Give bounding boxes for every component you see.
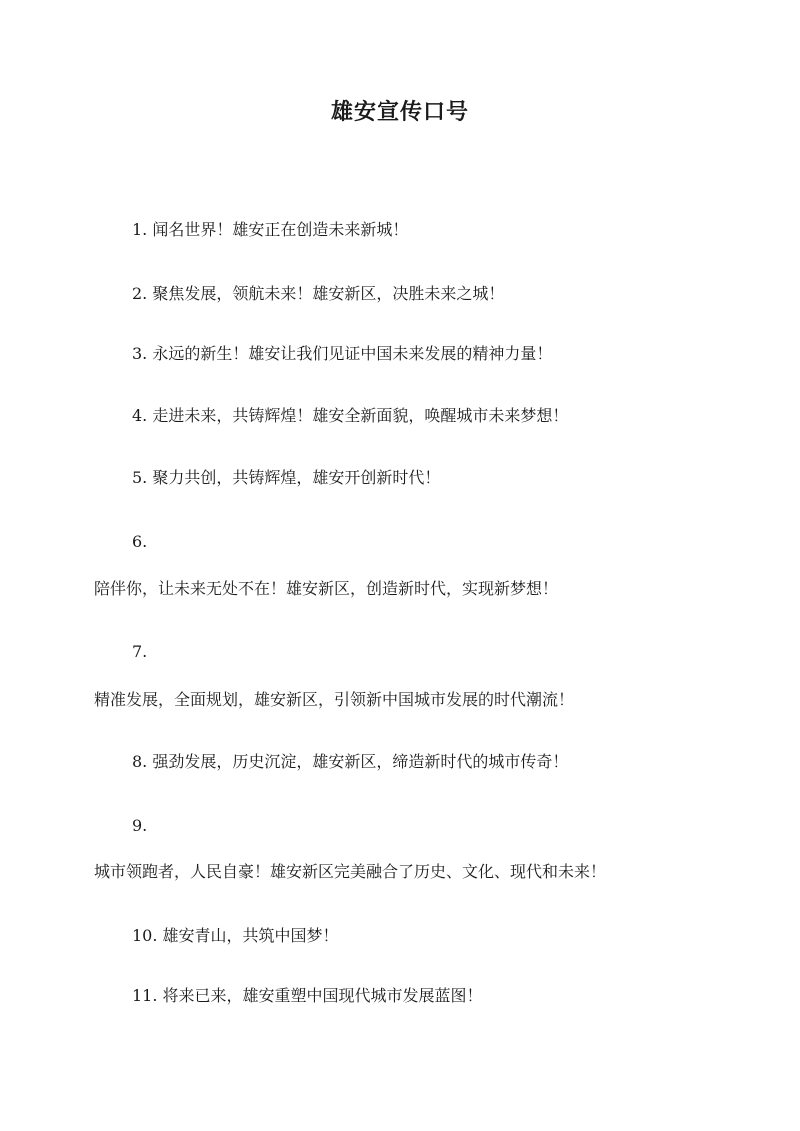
slogan-line-3: 3. 永远的新生！雄安让我们见证中国未来发展的精神力量！ — [132, 344, 553, 363]
slogan-line-4: 4. 走进未来，共铸辉煌！雄安全新面貌，唤醒城市未来梦想！ — [132, 406, 569, 425]
page-title: 雄安宣传口号 — [330, 99, 469, 125]
slogan-number-6: 6. — [132, 532, 148, 551]
slogan-line-6: 陪伴你，让未来无处不在！雄安新区，创造新时代，实现新梦想！ — [94, 579, 559, 598]
slogan-line-1: 1. 闻名世界！雄安正在创造未来新城！ — [132, 220, 409, 239]
slogan-line-7: 精准发展，全面规划，雄安新区，引领新中国城市发展的时代潮流！ — [94, 690, 575, 709]
slogan-line-8: 8. 强劲发展，历史沉淀，雄安新区，缔造新时代的城市传奇！ — [132, 752, 569, 771]
slogan-line-5: 5. 聚力共创，共铸辉煌，雄安开创新时代！ — [132, 468, 441, 487]
slogan-line-10: 10. 雄安青山，共筑中国梦！ — [132, 926, 339, 945]
slogan-number-9: 9. — [132, 816, 148, 835]
slogan-line-11: 11. 将来已来，雄安重塑中国现代城市发展蓝图！ — [132, 986, 483, 1005]
slogan-line-2: 2. 聚焦发展，领航未来！雄安新区，决胜未来之城！ — [132, 284, 505, 303]
slogan-line-9: 城市领跑者，人民自豪！雄安新区完美融合了历史、文化、现代和未来！ — [94, 862, 607, 881]
slogan-number-7: 7. — [132, 642, 148, 661]
